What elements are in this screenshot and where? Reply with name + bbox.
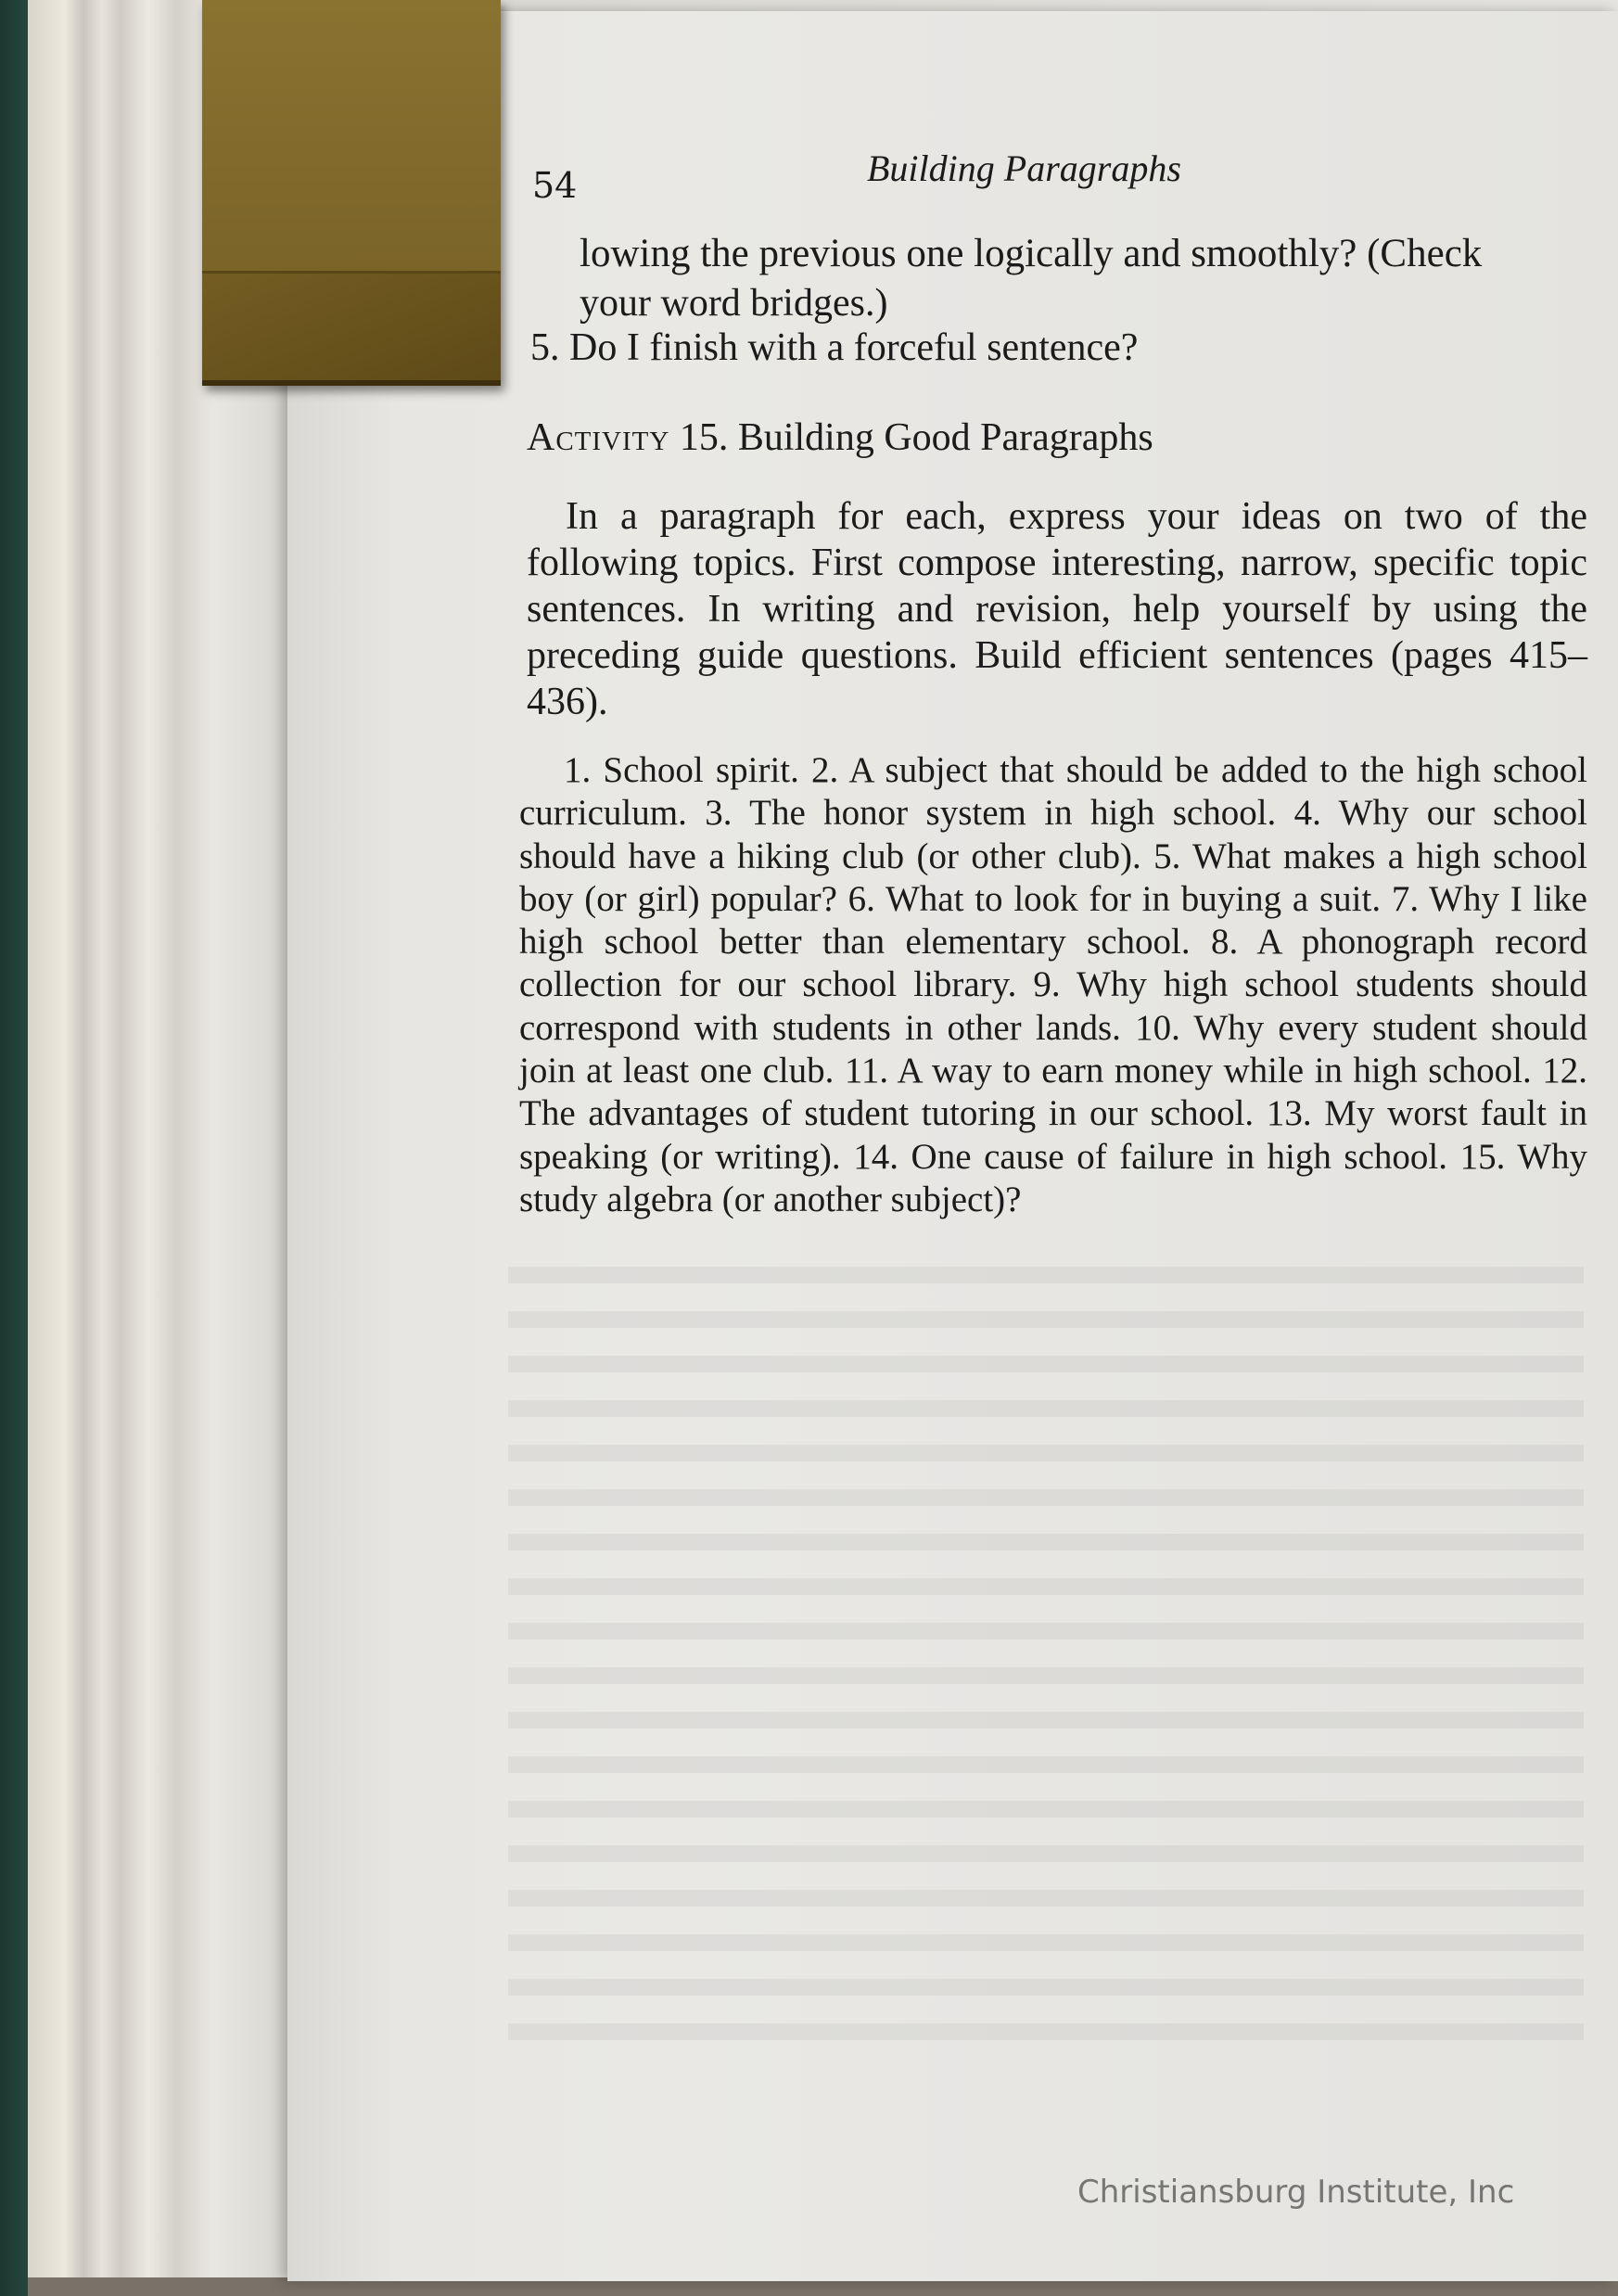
activity-instructions	[527, 493, 1587, 725]
checklist-item-5: 5. Do I finish with a forceful sentence?	[530, 326, 1139, 369]
instructions-text: In a paragraph for each, express your ideas on two of the following topics. First compose interesting, narrow, specific topic sentences. In writing and revision, help yourself by using the preceding guide questions. Build efficient sentences (pages 415–436).	[527, 495, 1587, 723]
activity-title: Building Good Paragraphs	[737, 416, 1153, 459]
checklist-continuation-line-1: lowing the previous one logically and smoothly? (Check	[580, 232, 1483, 275]
checklist-continuation-line-2: your word bridges.)	[580, 282, 888, 325]
watermark: Christiansburg Institute, Inc	[1077, 2174, 1515, 2211]
activity-label: Activity	[527, 416, 670, 459]
activity-number: 15.	[679, 416, 729, 459]
topic-list	[519, 749, 1587, 1221]
topics-text: 1. School spirit. 2. A subject that should be added to the high school curriculum. 3. The honor system in high school. 4. Why our school should have a hiking club (or other club). 5. What makes a high school boy (or girl) popular? 6. What to look for in buying a suit. 7. Why I like high school better than elementary school. 8. A phonograph record collection for our school library. 9. Why high school students should correspond with students in other lands. 10. Why every student should join at least one club. 11. A way to earn money while in high school. 12. The advantages of student tutoring in our school. 13. My worst fault in speaking (or writing). 14. One cause of failure in high school. 15. Why study algebra (or another subject)?	[519, 750, 1587, 1219]
running-head: Building Paragraphs	[867, 147, 1181, 189]
page-number: 54	[532, 165, 578, 206]
activity-heading	[527, 415, 1153, 460]
